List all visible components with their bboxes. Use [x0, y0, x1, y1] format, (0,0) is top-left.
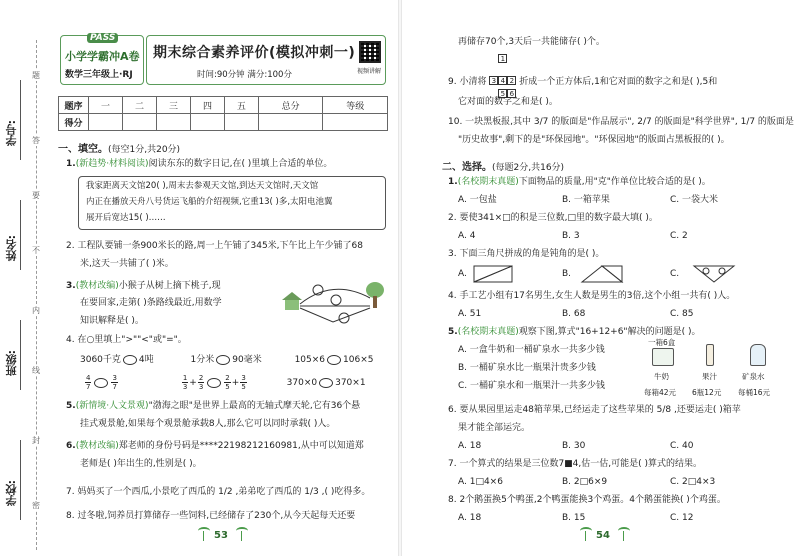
fraction: $\frac{3}{7}$	[112, 374, 117, 391]
compare-circle[interactable]	[327, 355, 341, 365]
page-number: 54	[596, 530, 610, 541]
compare-circle[interactable]	[94, 378, 108, 388]
question-5-line: 挂式观景舱,如果每个观景舱承载8人,那么它可以同时承载( )人。	[80, 419, 336, 429]
compare-left: 1分米	[190, 355, 215, 365]
option-c[interactable]: C. 2□4×3	[670, 477, 716, 487]
exam-title: 期末综合素养评价(模拟冲刺一)	[153, 45, 356, 61]
binding-char: 内	[32, 306, 40, 315]
score-table	[58, 96, 388, 131]
score-input[interactable]	[190, 114, 224, 131]
question-3-line: 在要回家,走第( )条路线最近,用数学	[80, 298, 222, 308]
juice-bottle-icon	[706, 344, 714, 366]
fraction: $\frac{2}{5}$	[225, 374, 230, 391]
choice-options	[458, 194, 719, 207]
net-cell: 5	[498, 89, 507, 98]
choice-options	[458, 440, 694, 453]
question-number: 6.	[66, 441, 76, 451]
compare-right: 90毫米	[232, 355, 262, 365]
fraction: $\frac{2}{3}$	[198, 374, 204, 391]
question-tag: (教材改编)	[75, 281, 119, 291]
table-cell: 五	[224, 97, 258, 114]
choice-options	[458, 230, 688, 243]
table-cell: 三	[156, 97, 190, 114]
binding-char: 题	[32, 71, 40, 80]
sprout-icon	[198, 527, 210, 541]
compare-circle[interactable]	[123, 355, 137, 365]
net-cell: 2	[507, 76, 516, 85]
diary-line: 内正在播放天舟八号货运飞船的介绍视频,它重13( )多,太阳电池翼	[86, 197, 333, 207]
price-label: 每箱42元	[644, 388, 677, 397]
choice-6-line: 果才能全部运完。	[458, 423, 531, 433]
compare-row-2: $\frac{4}{7}$ $\frac{3}{7}$ $\frac{1}{3}$ + $\frac{2}{3}$ $\frac{2}{5}$ + $\frac{3}{5}$ 370×0 370×1	[86, 374, 366, 391]
compare-row-1	[80, 354, 373, 367]
ruler-c	[694, 266, 734, 282]
compare-left: 3060千克	[80, 355, 121, 365]
route-3	[300, 308, 370, 322]
section-title: 一、填空。	[58, 144, 108, 155]
question-text: 折成一个正方体后,1和它对面的数字之和是( ),5和	[519, 77, 718, 87]
option-c[interactable]: C. 85	[670, 309, 694, 319]
option-a[interactable]: A. 18	[458, 513, 482, 523]
question-text: 小猴子从树上摘下桃子,现	[118, 281, 221, 291]
question-text: 阅读东东的数字日记,在( )里填上合适的单位。	[148, 159, 333, 169]
question-6-line: 老师是( )年出生的,性别是( )。	[80, 459, 202, 469]
question-number: 5.	[448, 327, 458, 337]
option-b[interactable]: B.	[562, 269, 572, 279]
table-cell: 总分	[258, 97, 323, 114]
choice-8: 8. 2个鹅蛋换5个鸭蛋,2个鸭蛋能换3个鸡蛋。4个鹅蛋能换( )个鸡蛋。	[448, 495, 726, 505]
series-name: 小学学霸冲A卷	[65, 50, 140, 63]
diary-line: 展开后宽达15( )……	[86, 213, 166, 223]
binding-char: 密	[32, 501, 40, 510]
cut-line	[36, 40, 37, 550]
price-label: 每桶16元	[738, 388, 771, 397]
question-text: 郑老师的身份号码是****22198212160981,从中可以知道郑	[118, 441, 364, 451]
water-bucket-icon	[750, 344, 766, 366]
option-c[interactable]: C. 2	[670, 231, 688, 241]
option-b[interactable]: B. 一箱苹果	[562, 195, 610, 205]
option-c[interactable]: C. 一袋大米	[670, 195, 719, 205]
class-field[interactable]	[20, 320, 21, 390]
net-cell: 4	[498, 76, 507, 85]
option-c[interactable]: C. 12	[670, 513, 694, 523]
tree-icon	[366, 282, 384, 298]
choice-6: 6. 要从果园里运走48箱苹果,已经运走了这些苹果的 5/8 ,还要运走( )箱苹	[448, 405, 741, 415]
table-row	[59, 114, 388, 131]
section-points: (每空1分,共20分)	[108, 145, 181, 155]
compare-circle[interactable]	[216, 355, 230, 365]
milk-box-icon	[652, 348, 674, 366]
school-field[interactable]	[20, 440, 21, 520]
question-number: 1.	[66, 159, 76, 169]
binding-char: 要	[32, 191, 40, 200]
question-2-line: 2. 工程队要铺一条900米长的路,周一上午铺了345米,下午比上午少铺了68	[66, 241, 363, 251]
exam-header	[146, 35, 386, 85]
section-title: 二、选择。	[442, 162, 492, 173]
question-tag: (新情境·人文景观)	[75, 401, 149, 411]
qr-label: 视频讲解	[357, 68, 382, 75]
route-diagram	[278, 278, 388, 326]
ruler-b	[582, 266, 622, 282]
question-number: 3.	[66, 281, 76, 291]
series-logo	[60, 35, 144, 85]
binding-strip	[0, 40, 50, 550]
option-b[interactable]: B. 3	[562, 231, 580, 241]
choice-options	[458, 308, 694, 321]
section-points: (每题2分,共16分)	[492, 163, 565, 173]
compare-circle[interactable]	[319, 378, 333, 388]
option-a[interactable]: A. 4	[458, 231, 476, 241]
compare-right: 370×1	[335, 378, 366, 388]
fraction: $\frac{1}{3}$	[182, 374, 188, 391]
right-page	[402, 0, 800, 556]
score-input[interactable]	[156, 114, 190, 131]
sprout-icon	[580, 527, 592, 541]
table-cell: 四	[190, 97, 224, 114]
item-label: 牛奶	[654, 372, 669, 381]
item-label: 矿泉水	[742, 372, 765, 381]
fraction: $\frac{4}{7}$	[86, 374, 91, 391]
question-tag: (名校期末真题)	[457, 177, 519, 187]
question-text: 9. 小清将	[448, 77, 487, 87]
question-8: 8. 过冬啦,饲养员打算储存一些饲料,已经储存了230个,从今天起每天还要	[66, 511, 356, 521]
ruler-b2	[602, 266, 622, 282]
tree-trunk	[373, 296, 377, 308]
score-input[interactable]	[122, 114, 156, 131]
triangle-rulers	[472, 262, 752, 284]
question-2-line: 米,这天一共铺了( )米。	[80, 259, 174, 269]
grade-label: 数学三年级上·RJ	[65, 70, 133, 80]
question-4: 4. 在○里填上">""<"或"="。	[66, 335, 187, 345]
choice-3: 3. 下面三角尺拼成的角是钝角的是( )。	[448, 249, 605, 259]
question-tag: (教材改编)	[75, 441, 119, 451]
table-cell: 二	[122, 97, 156, 114]
net-cell: 6	[507, 89, 516, 98]
choice-7: 7. 一个算式的结果是三位数7■4,估一估,可能是( )算式的结果。	[448, 459, 703, 469]
option-a[interactable]: A. 51	[458, 309, 482, 319]
name-field[interactable]	[20, 200, 21, 270]
section-heading	[442, 158, 564, 173]
ruler-a2	[474, 266, 512, 282]
school-label: 学校:	[5, 480, 18, 507]
question-number: 1.	[448, 177, 458, 187]
item-label: 果汁	[702, 372, 717, 381]
question-7: 7. 妈妈买了一个西瓜,小景吃了西瓜的 1/2 ,弟弟吃了西瓜的 1/3 ,( )吃得多。	[66, 487, 371, 497]
score-input[interactable]	[89, 114, 123, 131]
ruler-hole	[703, 268, 709, 274]
option-c[interactable]: C.	[670, 269, 680, 279]
choice-2: 2. 要使341×□的积是三位数,□里的数字最大填( )。	[448, 213, 658, 223]
option-a[interactable]: A. 1□4×6	[458, 477, 503, 487]
choice-options	[458, 268, 680, 281]
section-heading	[58, 140, 180, 155]
option-b[interactable]: B. 15	[562, 513, 586, 523]
option-b[interactable]: B. 一桶矿泉水比一瓶果汁贵多少钱	[458, 363, 596, 373]
table-cell: 得分	[59, 114, 89, 131]
compare-left: 105×6	[294, 355, 326, 365]
option-a[interactable]: A.	[458, 269, 467, 279]
time-score: 时间:90分钟 满分:100分	[197, 70, 292, 80]
sprout-icon	[618, 527, 630, 541]
option-a[interactable]: A. 一盒牛奶和一桶矿泉水一共多少钱	[458, 345, 605, 355]
name-label: 姓名:	[5, 235, 18, 262]
house-body	[285, 300, 299, 310]
net-cell: 1	[498, 54, 507, 63]
question-5	[66, 400, 360, 413]
choice-1	[448, 176, 711, 189]
question-text: 下面物品的质量,用"克"作单位比较合适的是( )。	[518, 177, 711, 187]
class-label: 班级:	[5, 350, 18, 377]
question-1	[66, 158, 332, 171]
table-cell: 等级	[323, 97, 388, 114]
choice-options	[458, 512, 694, 525]
net-cell: 3	[489, 76, 498, 85]
table-cell: 题序	[59, 97, 89, 114]
pass-logo: PASS	[87, 33, 118, 43]
score-input[interactable]	[323, 114, 388, 131]
fraction: $\frac{3}{5}$	[241, 374, 246, 391]
question-9-line: 它对面的数字之和是( )。	[458, 97, 558, 107]
question-text: "渤海之眼"是世界上最高的无轴式摩天轮,它有36个悬	[148, 401, 361, 411]
compare-right: 106×5	[343, 355, 374, 365]
binding-char: 线	[32, 366, 40, 375]
option-a[interactable]: A. 18	[458, 441, 482, 451]
option-b[interactable]: B. 68	[562, 309, 586, 319]
option-b[interactable]: B. 30	[562, 441, 586, 451]
student-id-field[interactable]	[20, 80, 21, 160]
diary-line: 我家距离天文馆20( ),周末去参观天文馆,到达天文馆时,天文馆	[86, 181, 319, 191]
question-tag: (名校期末真题)	[457, 327, 519, 337]
box-label: 一箱6盒	[648, 338, 676, 347]
table-row	[59, 97, 388, 114]
price-label: 6瓶12元	[692, 388, 722, 397]
sprout-icon	[236, 527, 248, 541]
question-number: 5.	[66, 401, 76, 411]
compare-circle[interactable]	[207, 378, 221, 388]
route-1	[300, 289, 370, 304]
question-text: 观察下图,算式"16+12+6"解决的问题是( )。	[518, 327, 701, 337]
question-10-line: "历史故事",剩下的是"环保园地"。"环保园地"的版面占黑板报的( )。	[458, 135, 730, 145]
qr-code-icon[interactable]	[359, 41, 381, 63]
question-8-continued: 再储存70个,3天后一共能储存( )个。	[458, 37, 605, 47]
route-marker-2	[331, 295, 341, 305]
option-c[interactable]: C. 40	[670, 441, 694, 451]
question-10: 10. 一块黑板报,其中 3/7 的版面是"作品展示", 2/7 的版面是"科学世界", 1/7 的版面是	[448, 117, 794, 127]
binding-char: 答	[32, 136, 40, 145]
choice-options	[458, 476, 716, 489]
compare-right: 4吨	[138, 355, 154, 365]
house-icon	[282, 292, 302, 300]
binding-char: 不	[32, 246, 40, 255]
question-6	[66, 440, 364, 453]
question-3	[66, 280, 221, 293]
ruler-hole	[719, 268, 725, 274]
table-cell: 一	[89, 97, 123, 114]
option-b[interactable]: B. 2□6×9	[562, 477, 608, 487]
binding-char: 封	[32, 436, 40, 445]
choice-4: 4. 手工艺小组有17名男生,女生人数是男生的3倍,这个小组一共有( )人。	[448, 291, 736, 301]
question-3-line: 知识解释是( )。	[80, 316, 144, 326]
student-id-label: 学号:	[5, 120, 18, 147]
option-c[interactable]: C. 一桶矿泉水和一瓶果汁一共多少钱	[458, 381, 606, 391]
page-number: 53	[214, 530, 228, 541]
question-tag: (新趋势·材料阅读)	[75, 159, 149, 169]
score-input[interactable]	[224, 114, 258, 131]
score-input[interactable]	[258, 114, 323, 131]
option-a[interactable]: A. 一包盐	[458, 195, 497, 205]
compare-left: 370×0	[286, 378, 318, 388]
